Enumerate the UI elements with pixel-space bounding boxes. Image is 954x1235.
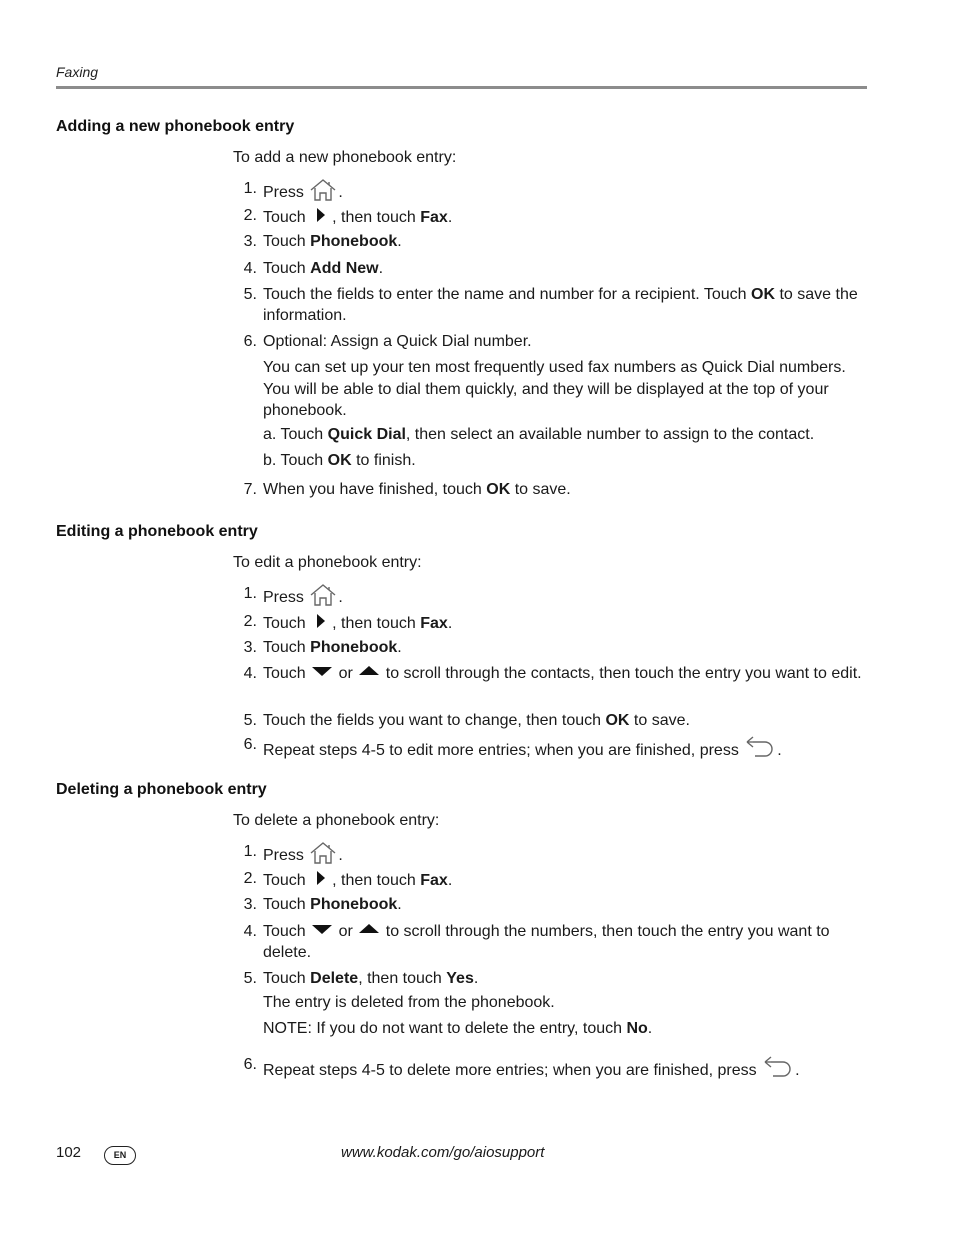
step-text: Touch xyxy=(263,872,306,890)
step-text: . xyxy=(647,1020,653,1037)
step-number: 5. xyxy=(243,970,257,987)
step-number: 2. xyxy=(243,613,257,630)
section-heading-editing: Editing a phonebook entry xyxy=(56,523,258,540)
step-number: 1. xyxy=(243,585,257,602)
step-bold: Yes xyxy=(446,970,474,987)
step-number: 3. xyxy=(243,233,257,250)
step-number: 4. xyxy=(243,923,257,940)
step-text: Touch xyxy=(263,615,306,633)
step-text: . xyxy=(338,184,343,202)
step-text: . xyxy=(447,615,453,633)
section-heading-adding: Adding a new phonebook entry xyxy=(56,118,295,135)
step-text: , then touch xyxy=(332,615,416,633)
step-number: 6. xyxy=(243,736,257,753)
step-text: Press xyxy=(263,184,304,202)
step-text: , then select an available number to assign to the contact. xyxy=(405,426,815,443)
step-bold: Phonebook xyxy=(310,896,398,913)
right-arrow-icon xyxy=(310,611,332,637)
step-text: , then touch xyxy=(332,872,416,890)
step-text: Press xyxy=(263,589,304,607)
step-number: 4. xyxy=(243,260,257,277)
language-badge: EN xyxy=(104,1146,136,1165)
step-text: . xyxy=(447,209,453,227)
step-bold: Fax xyxy=(420,209,448,227)
step-text: to scroll through the contacts, then touch the entry you want to edit. xyxy=(385,665,862,682)
step-text: to finish. xyxy=(356,452,416,469)
step-number: 1. xyxy=(243,180,257,197)
step-text: , then touch xyxy=(358,970,442,987)
step-text: Touch xyxy=(263,665,306,682)
step-number: 4. xyxy=(243,665,257,682)
step-text: Touch xyxy=(263,209,306,227)
step-text: NOTE: If you do not want to delete the entry, touch xyxy=(263,1020,623,1037)
step-note xyxy=(263,1020,868,1038)
step-number: 2. xyxy=(243,207,257,224)
section-heading-deleting: Deleting a phonebook entry xyxy=(56,781,267,798)
step-text: . xyxy=(777,742,782,760)
step-number: 1. xyxy=(243,843,257,860)
step-text: Touch xyxy=(263,970,306,987)
step-bold: Fax xyxy=(420,615,448,633)
step-note: The entry is deleted from the phonebook. xyxy=(263,994,555,1011)
step-bold: OK xyxy=(605,712,630,729)
section-intro: To edit a phonebook entry: xyxy=(233,554,422,571)
step-number: 3. xyxy=(243,639,257,656)
step-bold: OK xyxy=(486,481,511,498)
step-text: . xyxy=(338,847,343,865)
step-text: a. Touch xyxy=(263,426,324,443)
up-arrow-icon xyxy=(357,921,381,942)
right-arrow-icon xyxy=(310,868,332,894)
step-text: Touch xyxy=(263,639,306,656)
step-bold: No xyxy=(626,1020,648,1037)
sub-step xyxy=(263,426,868,444)
step-text: to save. xyxy=(514,481,571,498)
step-bold: OK xyxy=(751,286,776,303)
step-bold: Phonebook xyxy=(310,639,398,656)
step-number: 7. xyxy=(243,481,257,498)
support-url[interactable]: www.kodak.com/go/aiosupport xyxy=(341,1144,545,1161)
step-number: 6. xyxy=(243,1056,257,1073)
step-text: . xyxy=(397,233,402,250)
step-text: to scroll through the numbers, then touch the entry you want to delete. xyxy=(263,923,830,962)
step-bold: Delete xyxy=(310,970,359,987)
step-text: Touch the fields to enter the name and number for a recipient. Touch xyxy=(263,286,747,303)
step-text: When you have finished, touch xyxy=(263,481,482,498)
step-text: Repeat steps 4-5 to delete more entries; when you are finished, press xyxy=(263,1062,757,1080)
step-text: or xyxy=(338,665,353,682)
step-bold: Quick Dial xyxy=(327,426,406,443)
step-text: Touch xyxy=(263,260,306,277)
step-bold: Phonebook xyxy=(310,233,398,250)
step-text: Press xyxy=(263,847,304,865)
step-text: . xyxy=(378,260,384,277)
step-number: 5. xyxy=(243,712,257,729)
step-text: . xyxy=(397,896,402,913)
step-text: to save. xyxy=(633,712,690,729)
home-icon xyxy=(308,178,338,208)
right-arrow-icon xyxy=(310,205,332,231)
step-bold: OK xyxy=(327,452,352,469)
down-arrow-icon xyxy=(310,663,334,684)
sub-step xyxy=(263,452,868,470)
step-text: b. Touch xyxy=(263,452,324,469)
home-icon xyxy=(308,583,338,613)
step-text: , then touch xyxy=(332,209,416,227)
step-text: Touch xyxy=(263,233,306,250)
step-text: Touch xyxy=(263,896,306,913)
step-text: . xyxy=(447,872,453,890)
step-bold: Fax xyxy=(420,872,448,890)
back-icon xyxy=(761,1054,795,1088)
step-number: 5. xyxy=(243,286,257,303)
step-number: 3. xyxy=(243,896,257,913)
section-intro: To add a new phonebook entry: xyxy=(233,149,457,166)
step-text: Touch xyxy=(263,923,306,940)
step-number: 2. xyxy=(243,870,257,887)
page-number: 102 xyxy=(56,1144,82,1161)
down-arrow-icon xyxy=(310,921,334,942)
step-text: . xyxy=(473,970,479,987)
step-note: You can set up your ten most frequently used fax numbers as Quick Dial numbers. You will be able to dial them quickly, and they will be displayed at the top of your phonebook. xyxy=(263,359,846,419)
step-text: or xyxy=(338,923,353,940)
step-text: . xyxy=(338,589,343,607)
step-text: to save the information. xyxy=(263,286,858,324)
step-text: Repeat steps 4-5 to edit more entries; when you are finished, press xyxy=(263,742,739,760)
up-arrow-icon xyxy=(357,663,381,684)
header-divider xyxy=(56,86,867,89)
home-icon xyxy=(308,841,338,871)
step-text: Optional: Assign a Quick Dial number. xyxy=(263,333,532,350)
running-header: Faxing xyxy=(56,64,99,80)
step-bold: Add New xyxy=(310,260,379,277)
step-text: Touch the fields you want to change, then touch xyxy=(263,712,602,729)
step-text: . xyxy=(397,639,402,656)
step-text: . xyxy=(795,1062,800,1080)
back-icon xyxy=(743,734,777,768)
section-intro: To delete a phonebook entry: xyxy=(233,812,440,829)
step-number: 6. xyxy=(243,333,257,350)
